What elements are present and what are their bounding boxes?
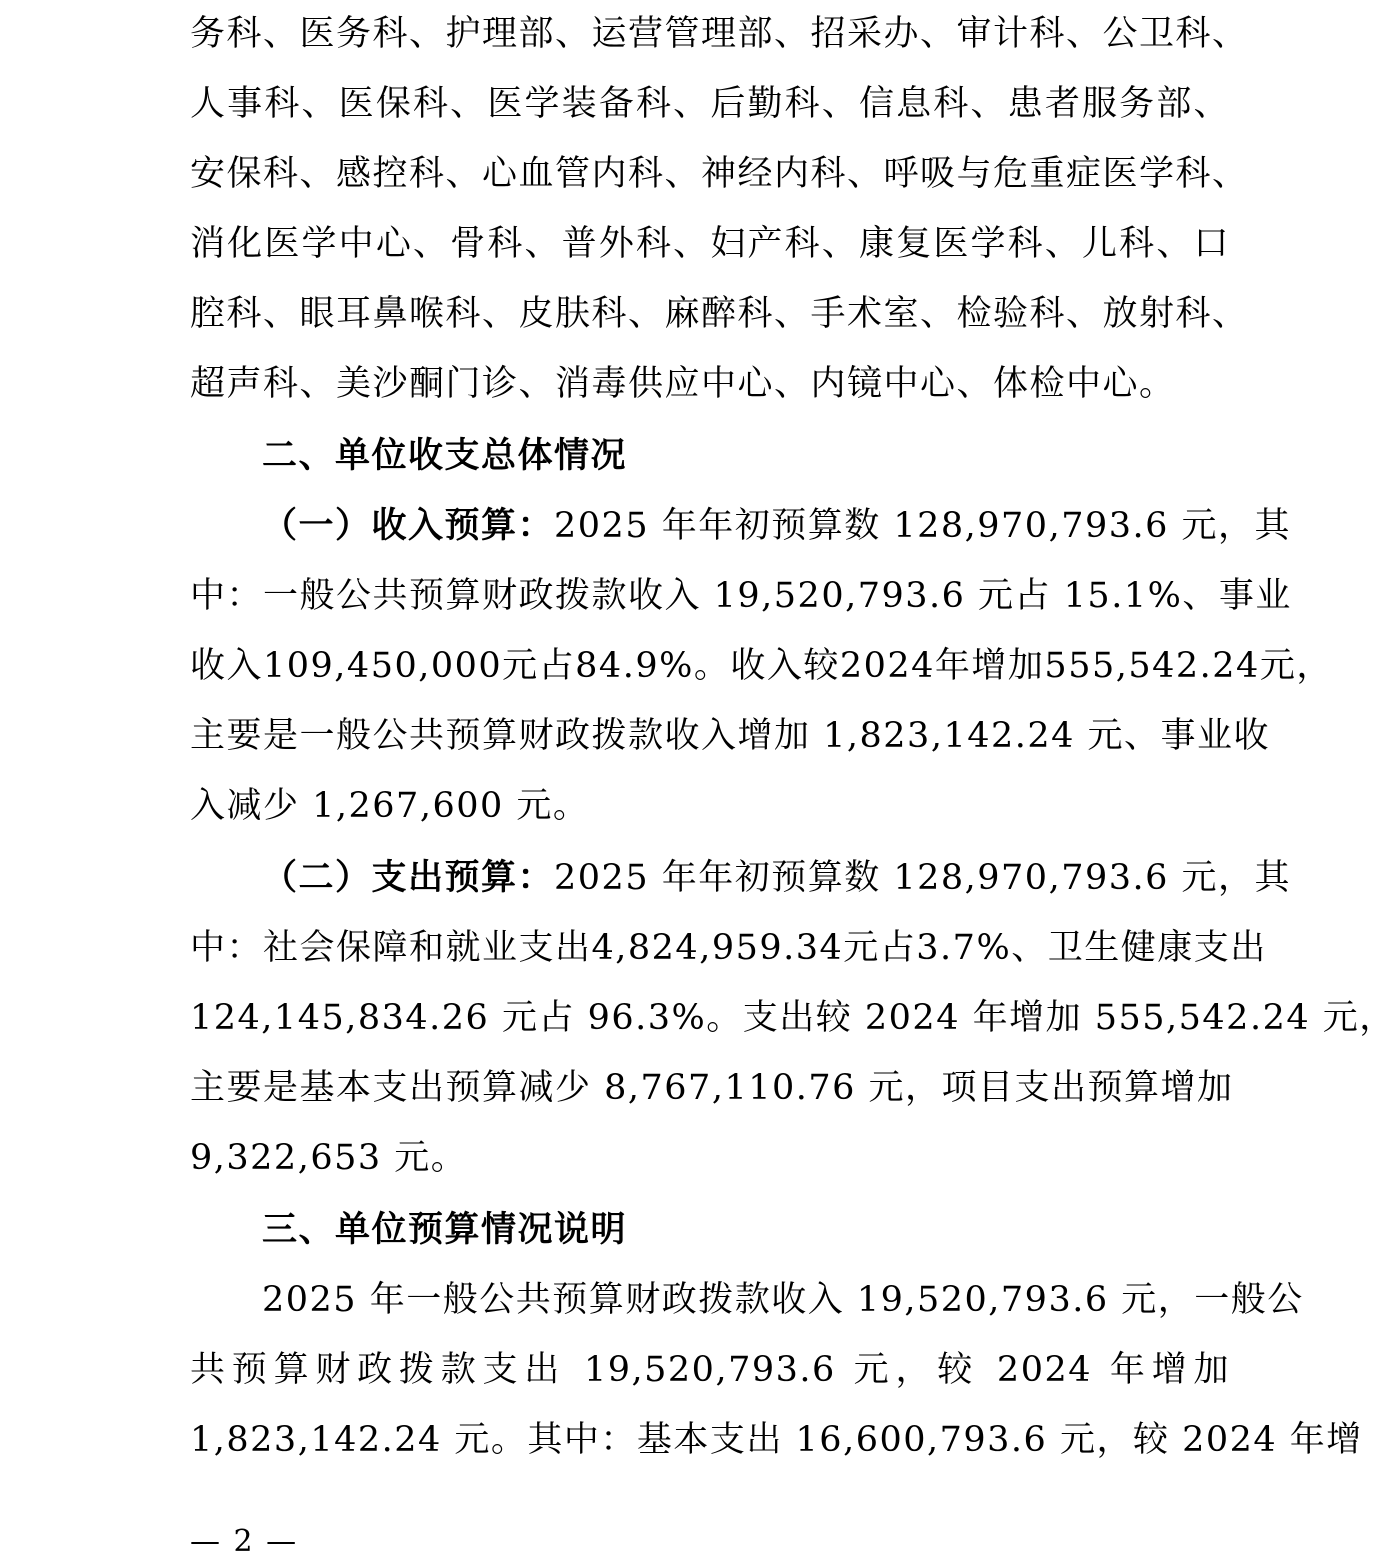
expense-text: 2025 年年初预算数 128,970,793.6 元，其 [554, 858, 1292, 898]
paragraph-line: 2025 年一般公共预算财政拨款收入 19,520,793.6 元，一般公 [262, 1280, 1304, 1320]
paragraph-line: 共预算财政拨款支出 19,520,793.6 元，较 2024 年增加 [190, 1350, 1230, 1390]
section-heading: 二、单位收支总体情况 [262, 436, 628, 476]
paragraph-line: 务科、医务科、护理部、运营管理部、招采办、审计科、公卫科、 [190, 14, 1249, 54]
expense-lead: （二）支出预算： [262, 858, 555, 898]
paragraph-line: 主要是基本支出预算减少 8,767,110.76 元，项目支出预算增加 [190, 1068, 1234, 1108]
paragraph-line: 人事科、医保科、医学装备科、后勤科、信息科、患者服务部、 [190, 84, 1230, 124]
paragraph-line: 腔科、眼耳鼻喉科、皮肤科、麻醉科、手术室、检验科、放射科、 [190, 294, 1249, 334]
paragraph-line: 消化医学中心、骨科、普外科、妇产科、康复医学科、儿科、口 [190, 224, 1230, 264]
income-lead: （一）收入预算： [262, 506, 555, 546]
paragraph-line: 9,322,653 元。 [190, 1138, 468, 1178]
expense-first-line [262, 848, 1292, 908]
section-heading: 三、单位预算情况说明 [262, 1210, 628, 1250]
paragraph-line: 中：一般公共预算财政拨款收入 19,520,793.6 元占 15.1%、事业 [190, 576, 1292, 616]
paragraph-line: 安保科、感控科、心血管内科、神经内科、呼吸与危重症医学科、 [190, 154, 1249, 194]
paragraph-line: 入减少 1,267,600 元。 [190, 786, 590, 826]
paragraph-line: 124,145,834.26 元占 96.3%。支出较 2024 年增加 555,542.24 元， [190, 998, 1396, 1038]
paragraph-line: 收入109,450,000元占84.9%。收入较2024年增加555,542.24元， [190, 646, 1333, 686]
page-number: — 2 — [190, 1524, 299, 1559]
paragraph-line: 1,823,142.24 元。其中：基本支出 16,600,793.6 元，较 2024 年增 [190, 1420, 1363, 1460]
paragraph-line: 主要是一般公共预算财政拨款收入增加 1,823,142.24 元、事业收 [190, 716, 1271, 756]
income-first-line [262, 496, 1292, 556]
paragraph-line: 超声科、美沙酮门诊、消毒供应中心、内镜中心、体检中心。 [190, 364, 1176, 404]
income-text: 2025 年年初预算数 128,970,793.6 元，其 [554, 506, 1292, 546]
paragraph-line: 中：社会保障和就业支出4,824,959.34元占3.7%、卫生健康支出 [190, 928, 1267, 968]
